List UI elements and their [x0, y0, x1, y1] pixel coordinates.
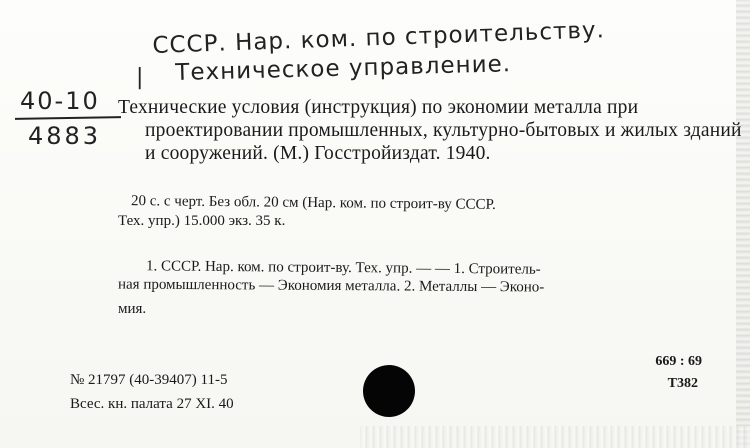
classification-number: 669 : 69 [655, 354, 702, 369]
shelf-mark: Т382 [667, 376, 698, 391]
call-number-divider [15, 116, 121, 120]
handwritten-subheading: Техническое управление. [175, 51, 512, 86]
call-number-bottom: 4883 [28, 122, 102, 150]
registration-number: № 21797 (40-39407) 11-5 [70, 372, 228, 388]
punch-hole [363, 365, 415, 417]
call-number-top: 40-10 [20, 87, 100, 115]
handwritten-heading: СССР. Нар. ком. по строительству. [152, 17, 606, 59]
subject-headings-line1: 1. СССР. Нар. ком. по строит-ву. Тех. упр. — — 1. Строитель- [145, 258, 541, 278]
card-edge-right [736, 0, 750, 448]
physical-description-line1: 20 с. с черт. Без обл. 20 см (Нар. ком. по строит-ву СССР. [130, 193, 496, 213]
subject-headings-line3: мия. [118, 301, 147, 317]
book-chamber-stamp: Всес. кн. палата 27 XI. 40 [70, 396, 234, 412]
subject-headings-line2: ная промышленность — Экономия металла. 2. Металлы — Эконо- [117, 276, 545, 296]
handwritten-mark: | [136, 65, 145, 90]
entry-title: Технические условия (инструкция) по экономии металла при проектировании промышленных, культурно-бытовых и жилых зданий и сооружений. (М.) Госстройиздат. 1940. [118, 97, 742, 164]
card-edge-bottom [360, 426, 750, 448]
physical-description-line2: Тех. упр.) 15.000 экз. 35 к. [118, 213, 286, 229]
